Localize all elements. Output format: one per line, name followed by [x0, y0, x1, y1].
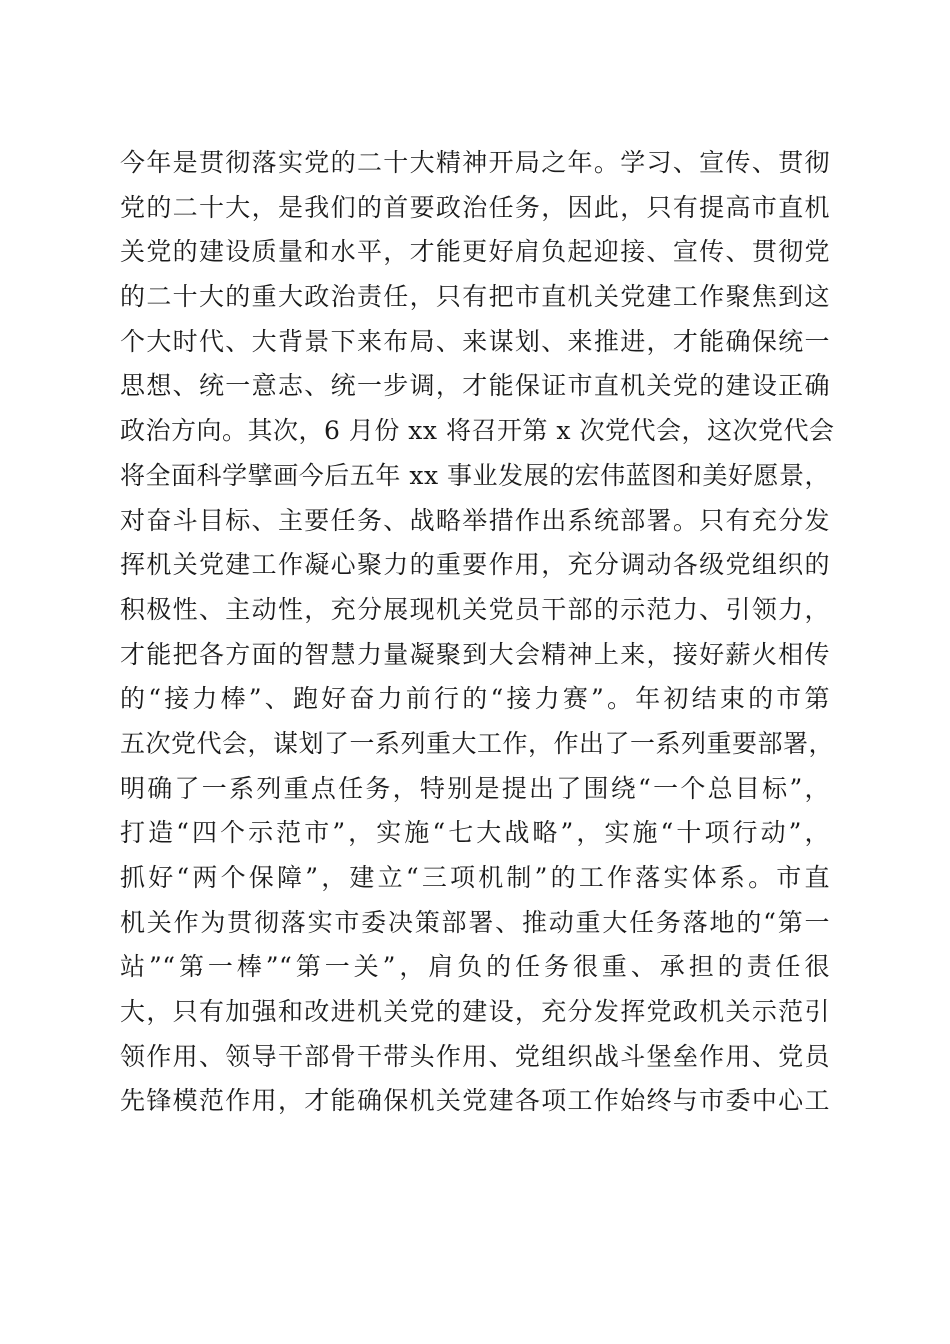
- text-line: 打造“四个示范市”，实施“七大战略”，实施“十项行动”，: [120, 818, 830, 848]
- text-line: 个大时代、大背景下来布局、来谋划、来推进，才能确保统一: [120, 326, 830, 356]
- text-line: 五次党代会，谋划了一系列重大工作，作出了一系列重要部署，: [120, 728, 835, 758]
- text-line: 将全面科学擘画今后五年 xx 事业发展的宏伟蓝图和美好愿景，: [120, 460, 830, 490]
- text-line: 思想、统一意志、统一步调，才能保证市直机关党的建设正确: [120, 371, 830, 401]
- text-line: 机关作为贯彻落实市委决策部署、推动重大任务落地的“第一: [120, 907, 830, 937]
- text-line: 站”“第一棒”“第一关”，肩负的任务很重、承担的责任很: [120, 952, 830, 982]
- text-line: 抓好“两个保障”，建立“三项机制”的工作落实体系。市直: [120, 863, 830, 892]
- text-line: 大，只有加强和改进机关党的建设，充分发挥党政机关示范引: [120, 997, 830, 1027]
- text-line: 政治方向。其次，6 月份 xx 将召开第 x 次党代会，这次党代会: [120, 416, 835, 446]
- body-paragraph: [120, 141, 835, 1124]
- text-line: 才能把各方面的智慧力量凝聚到大会精神上来，接好薪火相传: [120, 639, 830, 669]
- text-line: 今年是贯彻落实党的二十大精神开局之年。学习、宣传、贯彻: [120, 148, 830, 177]
- text-line: 挥机关党建工作凝心聚力的重要作用，充分调动各级党组织的: [120, 550, 830, 580]
- text-line: 先锋模范作用，才能确保机关党建各项工作始终与市委中心工: [120, 1086, 830, 1116]
- text-line: 积极性、主动性，充分展现机关党员干部的示范力、引领力，: [120, 594, 830, 624]
- text-line: 的二十大的重大政治责任，只有把市直机关党建工作聚焦到这: [120, 282, 830, 312]
- text-line: 明确了一系列重点任务，特别是提出了围绕“一个总目标”，: [120, 773, 830, 803]
- text-line: 党的二十大，是我们的首要政治任务，因此，只有提高市直机: [120, 192, 830, 222]
- text-line: 的“接力棒”、跑好奋力前行的“接力赛”。年初结束的市第: [120, 684, 830, 714]
- text-line: 领作用、领导干部骨干带头作用、党组织战斗堡垒作用、党员: [120, 1041, 830, 1071]
- text-line: 关党的建设质量和水平，才能更好肩负起迎接、宣传、贯彻党: [120, 237, 830, 267]
- text-line: 对奋斗目标、主要任务、战略举措作出系统部署。只有充分发: [120, 505, 830, 535]
